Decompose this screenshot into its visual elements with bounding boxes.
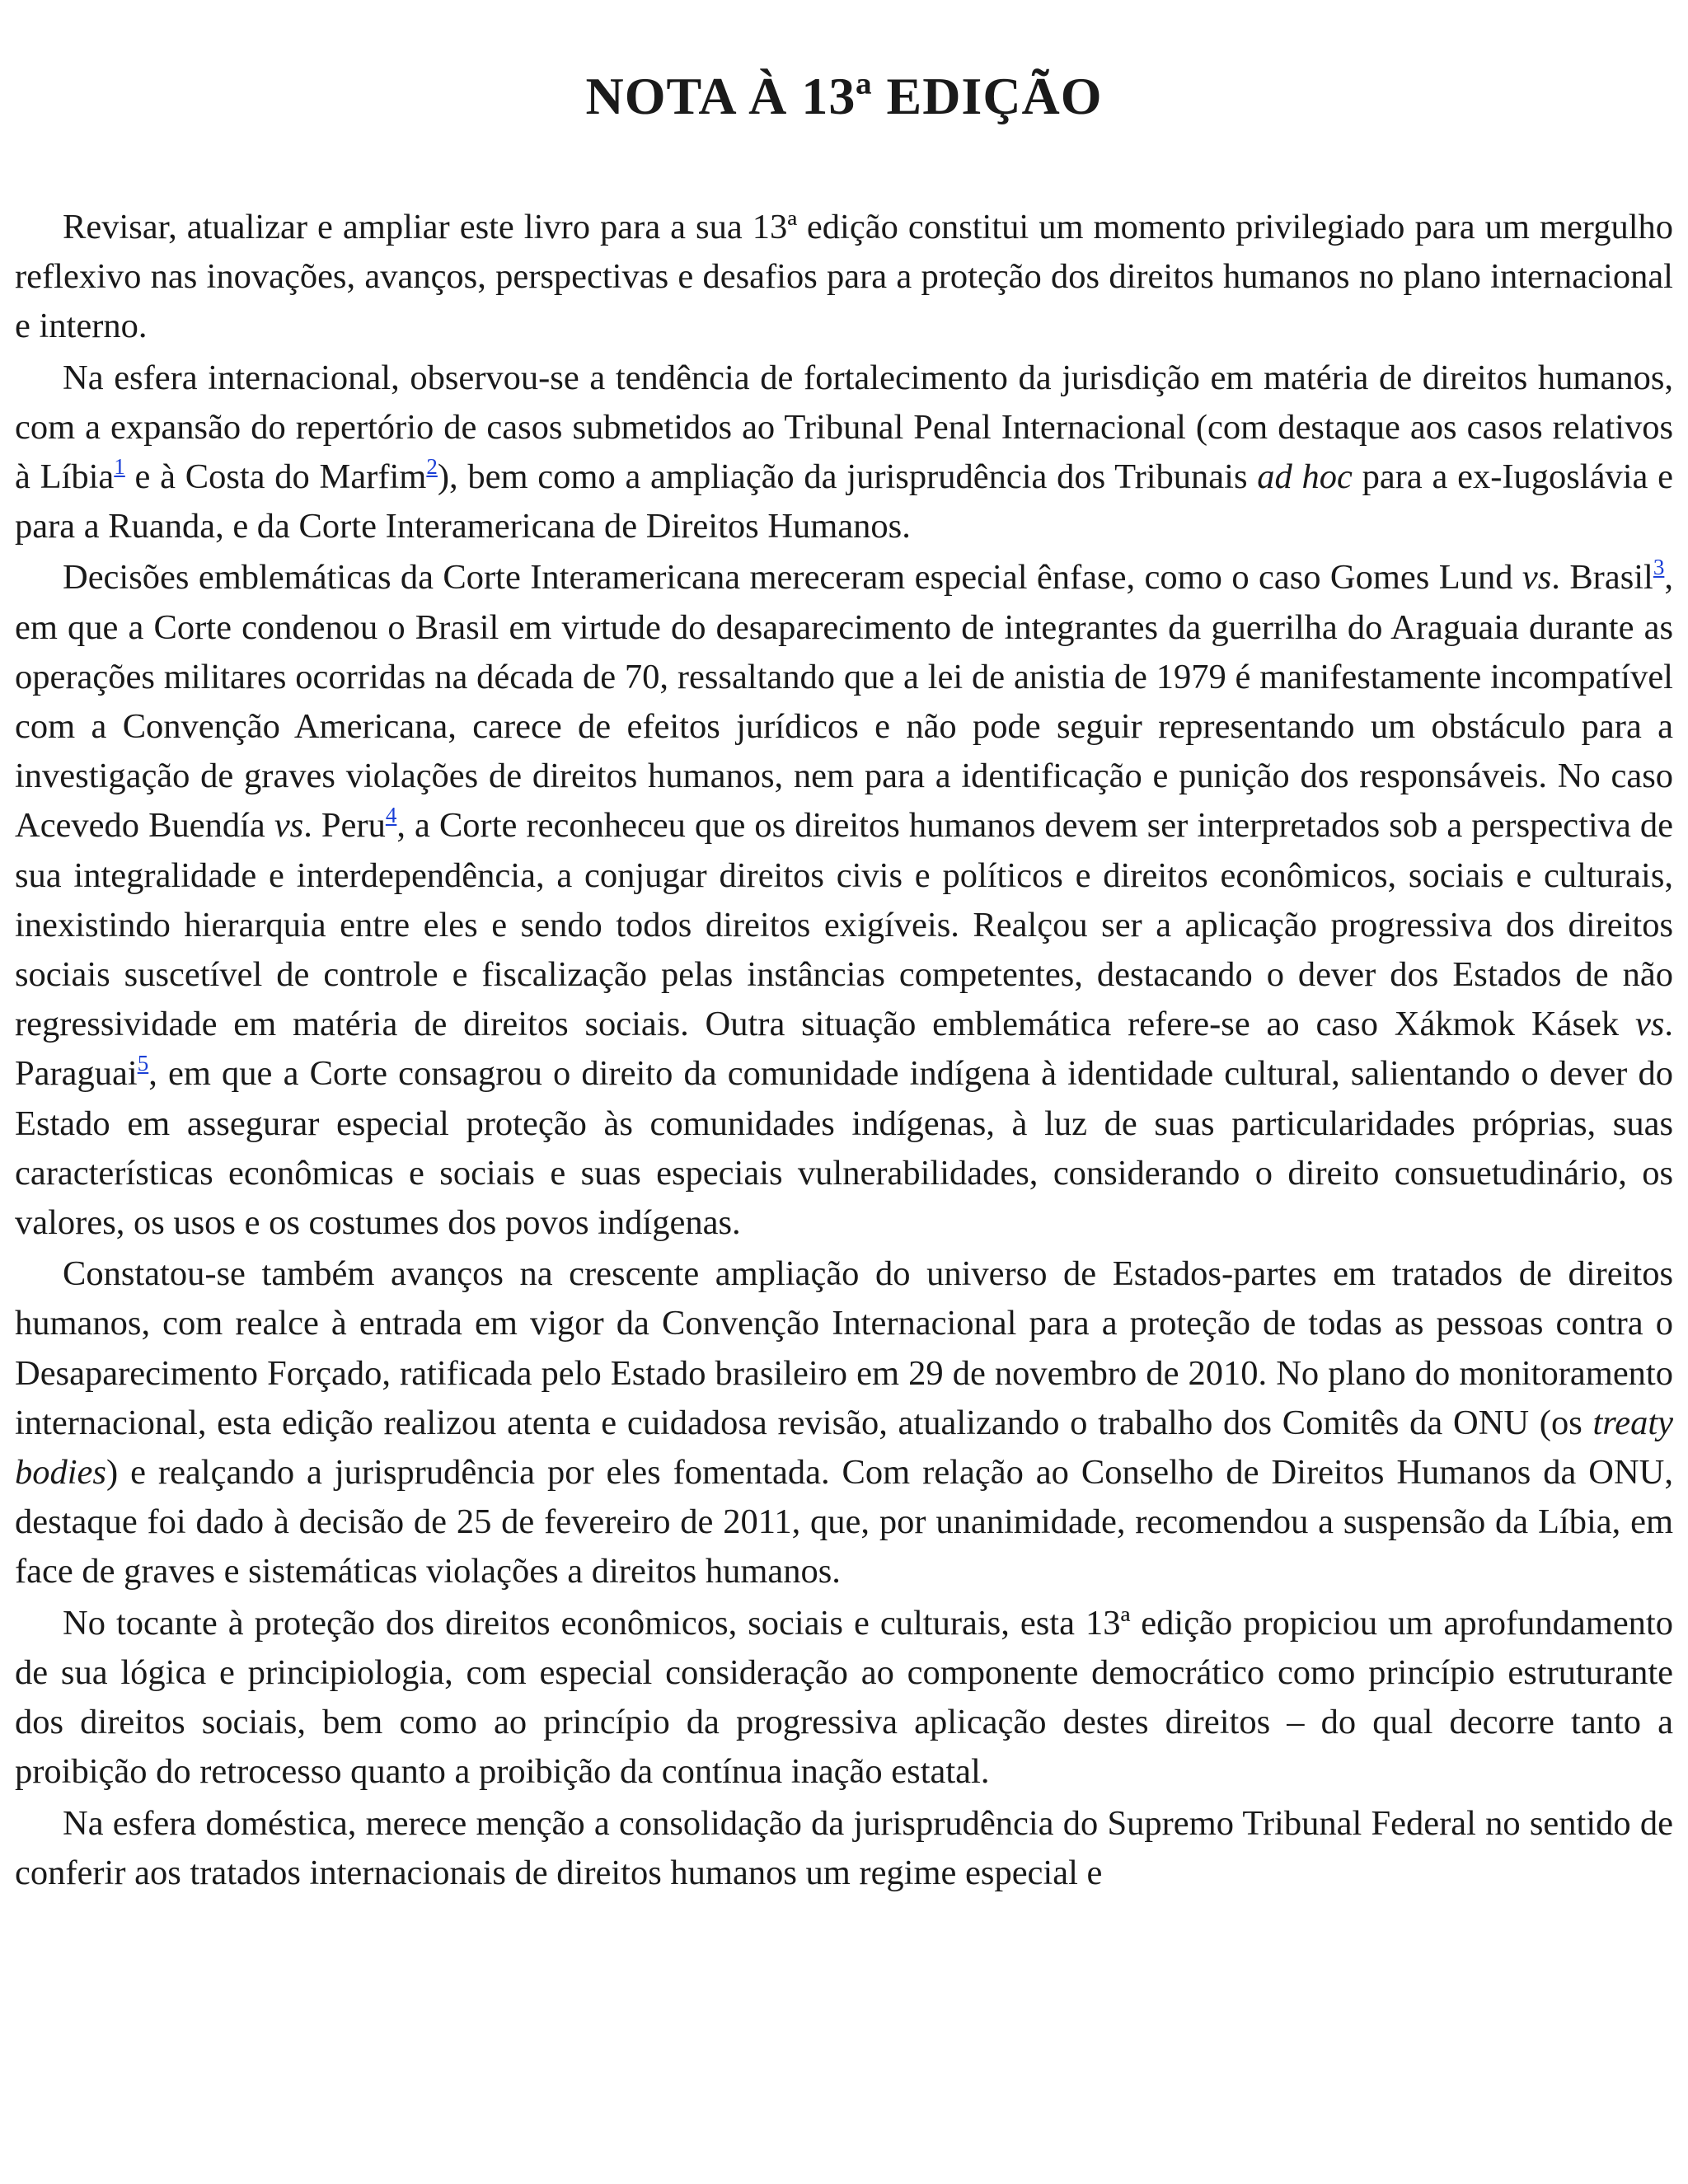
text-run: . Paraguai xyxy=(15,1005,1673,1094)
paragraph xyxy=(15,1249,1673,1596)
text-run: . Peru xyxy=(303,806,386,846)
paragraph xyxy=(15,203,1673,352)
footnote-link[interactable]: 1 xyxy=(114,454,125,480)
italic-text: vs xyxy=(1522,558,1552,598)
footnote-link[interactable]: 3 xyxy=(1653,555,1665,580)
text-run: No tocante à proteção dos direitos econômicos, sociais e culturais, esta 13ª edição propiciou um aprofundamento de sua lógica e principiologia, com especial consideração ao componente democrático como princípio estruturante dos direitos sociais, bem como ao princípio da progressiva aplicação destes direitos – do qual decorre tanto a proibição do retrocesso quanto a proibição da contínua inação estatal. xyxy=(15,1603,1673,1792)
text-run: Decisões emblemáticas da Corte Interamericana mereceram especial ênfase, como o caso Gomes Lund xyxy=(63,558,1522,598)
paragraph xyxy=(15,354,1673,552)
text-run: e à Costa do Marfim xyxy=(124,457,427,497)
paragraph xyxy=(15,1599,1673,1797)
document-body xyxy=(15,203,1673,1898)
page-title: NOTA À 13ª EDIÇÃO xyxy=(585,67,1103,125)
text-run: ), bem como a ampliação da jurisprudência dos Tribunais xyxy=(437,457,1258,497)
text-run: Constatou-se também avanços na crescente ampliação do universo de Estados-partes em tratados de direitos humanos, com realce à entrada em vigor da Convenção Internacional para a proteção de todas as pessoas contra o Desaparecimento Forçado, ratificada pelo Estado brasileiro em 29 de novembro de 2010. No plano do monitoramento internacional, esta edição realizou atenta e cuidadosa revisão, atualizando o trabalho dos Comitês da ONU (os xyxy=(15,1254,1673,1442)
text-run: , a Corte reconheceu que os direitos humanos devem ser interpretados sob a perspectiva de sua integralidade e interdependência, a conjugar direitos civis e políticos e direitos econômicos, sociais e culturais, inexistindo hierarquia entre eles e sendo todos direitos exigíveis. Realçou ser a aplicação progressiva dos direitos sociais suscetível de controle e fiscalização pelas instâncias competentes, destacando o dever dos Estados de não regressividade em matéria de direitos sociais. Outra situação emblemática refere-se ao caso Xákmok Kásek xyxy=(15,806,1673,1044)
italic-text: treaty bodies xyxy=(15,1403,1673,1493)
footnote-link[interactable]: 5 xyxy=(137,1051,149,1076)
text-run: Na esfera doméstica, merece menção a consolidação da jurisprudência do Supremo Tribunal Federal no sentido de conferir aos tratados internacionais de direitos humanos um regime especial e xyxy=(15,1803,1673,1892)
text-run: , em que a Corte condenou o Brasil em virtude do desaparecimento de integrantes da guerrilha do Araguaia durante as operações militares ocorridas na década de 70, ressaltando que a lei de anistia de 1979 é manifestamente incompatível com a Convenção Americana, carece de efeitos jurídicos e não pode seguir representando um obstáculo para a investigação de graves violações de direitos humanos, nem para a identificação e punição dos responsáveis. No caso Acevedo Buendía xyxy=(15,558,1673,846)
italic-text: vs xyxy=(274,806,304,846)
text-run: ) e realçando a jurisprudência por eles fomentada. Com relação ao Conselho de Direitos Humanos da ONU, destaque foi dado à decisão de 25 de fevereiro de 2011, que, por unanimidade, recomendou a suspensão da Líbia, em face de graves e sistemáticas violações a direitos humanos. xyxy=(15,1453,1673,1591)
text-run: Na esfera internacional, observou-se a tendência de fortalecimento da jurisdição em matéria de direitos humanos, com a expansão do repertório de casos submetidos ao Tribunal Penal Internacional (com destaque aos casos relativos à Líbia xyxy=(15,358,1673,497)
text-run: para a ex-Iugoslávia e para a Ruanda, e da Corte Interamericana de Direitos Humanos. xyxy=(15,457,1673,546)
italic-text: ad hoc xyxy=(1257,457,1353,497)
paragraph xyxy=(15,1799,1673,1898)
italic-text: vs xyxy=(1634,1005,1665,1044)
footnote-link[interactable]: 4 xyxy=(385,803,397,828)
paragraph xyxy=(15,553,1673,1248)
text-run: . Brasil xyxy=(1551,558,1653,598)
text-run: Revisar, atualizar e ampliar este livro para a sua 13ª edição constitui um momento privilegiado para um mergulho reflexivo nas inovações, avanços, perspectivas e desafios para a proteção dos direitos humanos no plano internacional e interno. xyxy=(15,208,1673,346)
document-page xyxy=(15,0,1673,2184)
footnote-link[interactable]: 2 xyxy=(426,454,438,480)
text-run: , em que a Corte consagrou o direito da comunidade indígena à identidade cultural, salientando o dever do Estado em assegurar especial proteção às comunidades indígenas, à luz de suas particularidades próprias, suas características econômicas e sociais e suas especiais vulnerabilidades, considerando o direito consuetudinário, os valores, os usos e os costumes dos povos indígenas. xyxy=(15,1054,1673,1243)
